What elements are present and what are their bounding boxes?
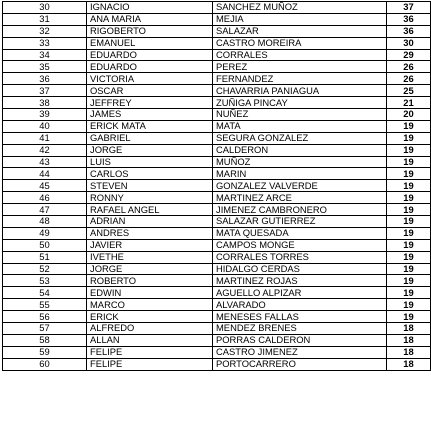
row-number-cell: 55 [3, 299, 87, 311]
first-name-cell: CARLOS [87, 168, 213, 180]
score-cell: 18 [387, 358, 431, 370]
score-cell: 19 [387, 275, 431, 287]
row-number-cell: 40 [3, 120, 87, 132]
score-cell: 19 [387, 227, 431, 239]
score-cell: 18 [387, 334, 431, 346]
row-number-cell: 51 [3, 251, 87, 263]
score-cell: 26 [387, 61, 431, 73]
first-name-cell: IGNACIO [87, 2, 213, 14]
first-name-cell: ALLAN [87, 334, 213, 346]
row-number-cell: 59 [3, 346, 87, 358]
last-name-cell: CASTRO MOREIRA [213, 37, 387, 49]
table-row [3, 180, 431, 192]
first-name-cell: IVETHE [87, 251, 213, 263]
last-name-cell: CAMPOS MONGE [213, 239, 387, 251]
table-row [3, 192, 431, 204]
first-name-cell: ERICK MATA [87, 120, 213, 132]
table-row [3, 299, 431, 311]
score-cell: 29 [387, 49, 431, 61]
first-name-cell: ANA MARIA [87, 13, 213, 25]
row-number-cell: 30 [3, 2, 87, 14]
row-number-cell: 53 [3, 275, 87, 287]
table-row [3, 227, 431, 239]
score-cell: 20 [387, 109, 431, 121]
last-name-cell: AGUELLO ALPIZAR [213, 287, 387, 299]
score-cell: 18 [387, 323, 431, 335]
results-table [2, 1, 431, 371]
last-name-cell: MATA [213, 120, 387, 132]
table-row [3, 156, 431, 168]
row-number-cell: 56 [3, 311, 87, 323]
table-row [3, 275, 431, 287]
score-cell: 19 [387, 299, 431, 311]
last-name-cell: GONZALEZ VALVERDE [213, 180, 387, 192]
last-name-cell: SEGURA GONZALEZ [213, 132, 387, 144]
first-name-cell: ADRIAN [87, 216, 213, 228]
first-name-cell: JEFFREY [87, 97, 213, 109]
table-row [3, 323, 431, 335]
row-number-cell: 46 [3, 192, 87, 204]
last-name-cell: PORTOCARRERO [213, 358, 387, 370]
last-name-cell: CORRALES TORRES [213, 251, 387, 263]
table-row [3, 358, 431, 370]
last-name-cell: MENDEZ BRENES [213, 323, 387, 335]
first-name-cell: JAMES [87, 109, 213, 121]
last-name-cell: NUÑEZ [213, 109, 387, 121]
first-name-cell: RIGOBERTO [87, 25, 213, 37]
score-cell: 19 [387, 311, 431, 323]
last-name-cell: CALDERON [213, 144, 387, 156]
row-number-cell: 57 [3, 323, 87, 335]
table-row [3, 49, 431, 61]
score-cell: 19 [387, 239, 431, 251]
table-row [3, 109, 431, 121]
row-number-cell: 42 [3, 144, 87, 156]
last-name-cell: MARTINEZ ARCE [213, 192, 387, 204]
score-cell: 19 [387, 168, 431, 180]
first-name-cell: RONNY [87, 192, 213, 204]
last-name-cell: CHAVARRIA PANIAGUA [213, 85, 387, 97]
row-number-cell: 35 [3, 61, 87, 73]
first-name-cell: LUIS [87, 156, 213, 168]
table-row [3, 204, 431, 216]
score-cell: 19 [387, 263, 431, 275]
first-name-cell: EDWIN [87, 287, 213, 299]
row-number-cell: 31 [3, 13, 87, 25]
row-number-cell: 36 [3, 73, 87, 85]
score-cell: 19 [387, 120, 431, 132]
last-name-cell: HIDALGO CERDAS [213, 263, 387, 275]
first-name-cell: JAVIER [87, 239, 213, 251]
table-row [3, 13, 431, 25]
row-number-cell: 43 [3, 156, 87, 168]
table-row [3, 97, 431, 109]
last-name-cell: MARTINEZ ROJAS [213, 275, 387, 287]
score-cell: 25 [387, 85, 431, 97]
score-cell: 19 [387, 287, 431, 299]
first-name-cell: RAFAEL ANGEL [87, 204, 213, 216]
table-row [3, 216, 431, 228]
first-name-cell: ROBERTO [87, 275, 213, 287]
row-number-cell: 54 [3, 287, 87, 299]
row-number-cell: 37 [3, 85, 87, 97]
score-cell: 19 [387, 251, 431, 263]
table-row [3, 73, 431, 85]
last-name-cell: MARIN [213, 168, 387, 180]
row-number-cell: 49 [3, 227, 87, 239]
row-number-cell: 39 [3, 109, 87, 121]
row-number-cell: 41 [3, 132, 87, 144]
score-cell: 21 [387, 97, 431, 109]
first-name-cell: OSCAR [87, 85, 213, 97]
first-name-cell: FELIPE [87, 346, 213, 358]
last-name-cell: MUÑOZ [213, 156, 387, 168]
score-cell: 19 [387, 132, 431, 144]
table-row [3, 334, 431, 346]
last-name-cell: JIMENEZ CAMBRONERO [213, 204, 387, 216]
last-name-cell: MATA QUESADA [213, 227, 387, 239]
first-name-cell: EDUARDO [87, 49, 213, 61]
last-name-cell: ZUÑIGA PINCAY [213, 97, 387, 109]
last-name-cell: SALAZAR [213, 25, 387, 37]
table-row [3, 251, 431, 263]
first-name-cell: FELIPE [87, 358, 213, 370]
last-name-cell: SANCHEZ MUÑOZ [213, 2, 387, 14]
first-name-cell: ERICK [87, 311, 213, 323]
row-number-cell: 45 [3, 180, 87, 192]
first-name-cell: ANDRES [87, 227, 213, 239]
row-number-cell: 32 [3, 25, 87, 37]
table-row [3, 25, 431, 37]
score-cell: 37 [387, 2, 431, 14]
score-cell: 18 [387, 346, 431, 358]
table-row [3, 239, 431, 251]
row-number-cell: 33 [3, 37, 87, 49]
last-name-cell: FERNANDEZ [213, 73, 387, 85]
row-number-cell: 44 [3, 168, 87, 180]
score-cell: 19 [387, 144, 431, 156]
table-row [3, 132, 431, 144]
table-row [3, 346, 431, 358]
first-name-cell: VICTORIA [87, 73, 213, 85]
first-name-cell: EMANUEL [87, 37, 213, 49]
score-cell: 36 [387, 25, 431, 37]
row-number-cell: 34 [3, 49, 87, 61]
table-row [3, 144, 431, 156]
row-number-cell: 48 [3, 216, 87, 228]
score-cell: 36 [387, 13, 431, 25]
table-row [3, 120, 431, 132]
last-name-cell: CASTRO JIMENEZ [213, 346, 387, 358]
score-cell: 19 [387, 156, 431, 168]
results-table-body [3, 2, 431, 371]
row-number-cell: 52 [3, 263, 87, 275]
first-name-cell: ALFREDO [87, 323, 213, 335]
last-name-cell: CORRALES [213, 49, 387, 61]
table-row [3, 168, 431, 180]
score-cell: 26 [387, 73, 431, 85]
table-row [3, 37, 431, 49]
last-name-cell: ALVARADO [213, 299, 387, 311]
score-cell: 30 [387, 37, 431, 49]
score-cell: 19 [387, 180, 431, 192]
score-cell: 19 [387, 216, 431, 228]
row-number-cell: 50 [3, 239, 87, 251]
first-name-cell: MARCO [87, 299, 213, 311]
table-row [3, 61, 431, 73]
row-number-cell: 60 [3, 358, 87, 370]
first-name-cell: EDUARDO [87, 61, 213, 73]
row-number-cell: 58 [3, 334, 87, 346]
last-name-cell: PORRAS CALDERON [213, 334, 387, 346]
last-name-cell: MENESES FALLAS [213, 311, 387, 323]
last-name-cell: PEREZ [213, 61, 387, 73]
first-name-cell: STEVEN [87, 180, 213, 192]
score-cell: 19 [387, 192, 431, 204]
table-row [3, 287, 431, 299]
table-row [3, 85, 431, 97]
last-name-cell: MEJIA [213, 13, 387, 25]
row-number-cell: 38 [3, 97, 87, 109]
first-name-cell: JORGE [87, 144, 213, 156]
table-row [3, 2, 431, 14]
score-cell: 19 [387, 204, 431, 216]
last-name-cell: SALAZAR GUTIERREZ [213, 216, 387, 228]
row-number-cell: 47 [3, 204, 87, 216]
first-name-cell: JORGE [87, 263, 213, 275]
table-row [3, 311, 431, 323]
first-name-cell: GABRIEL [87, 132, 213, 144]
table-row [3, 263, 431, 275]
